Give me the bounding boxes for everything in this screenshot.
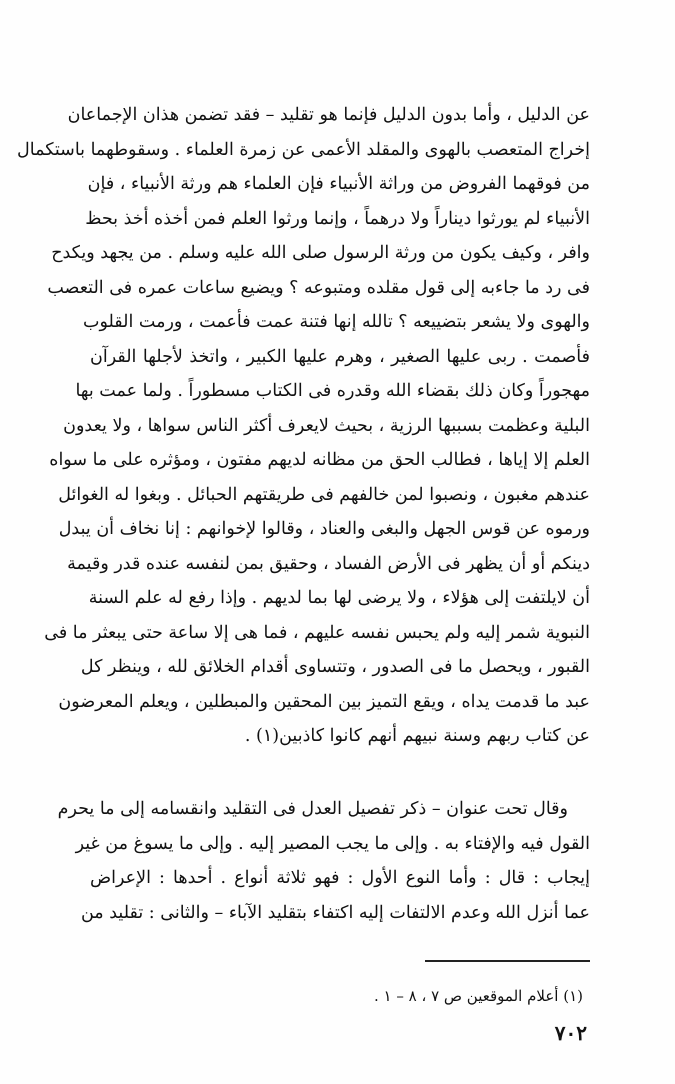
text-line: النبوية شمر إليه ولم يحبس نفسه عليهم ، فما هى إلا ساعة حتى يبعثر ما فى bbox=[44, 622, 590, 643]
text-line: عندهم مغبون ، ونصبوا لمن خالفهم فى طريقتهم الحبائل . وبغوا له الغوائل bbox=[58, 484, 590, 505]
text-line: القبور ، ويحصل ما فى الصدور ، وتتساوى أقدام الخلائق لله ، وينظر كل bbox=[80, 657, 590, 677]
text-line: فأصمت . ربى عليها الصغير ، وهرم عليها الكبير ، واتخذ لأجلها القرآن bbox=[90, 346, 590, 367]
text-line: وقال تحت عنوان – ذكر تفصيل العدل فى التقليد وانقسامه إلى ما يحرم bbox=[57, 799, 568, 819]
text-line: عن كتاب ربهم وسنة نبيهم أنهم كانوا كاذبين(١) . bbox=[244, 726, 590, 746]
text-line: فى رد ما جاءبه إلى قول مقلده ومتبوعه ؟ ويضيع ساعات عمره فى التعصب bbox=[47, 277, 590, 298]
text-line: ورموه عن قوس الجهل والبغى والعناد ، وقالوا لإخوانهم : إنا نخاف أن يبدل bbox=[58, 519, 590, 539]
text-line: دينكم أو أن يظهر فى الأرض الفساد ، وحقيق بمن لنفسه عنده قدر وقيمة bbox=[67, 553, 590, 574]
text-line: والهوى ولا يشعر بتضييعه ؟ تالله إنها فتنة عمت فأعمت ، ورمت القلوب bbox=[82, 312, 590, 332]
text-line: عبد ما قدمت يداه ، ويقع التميز بين المحقين والمبطلين ، ويعلم المعرضون bbox=[58, 691, 590, 712]
text-line: وافر ، وكيف يكون من ورثة الرسول صلى الله عليه وسلم . من يجهد ويكدح bbox=[51, 243, 590, 263]
text-line: عما أنزل الله وعدم الالتفات إليه اكتفاء بتقليد الآباء – والثانى : تقليد من bbox=[80, 902, 590, 923]
page-number: ٧٠٢ bbox=[554, 1021, 587, 1045]
text-line: أن لايلتفت إلى هؤلاء ، ولا يرضى لها بما لديهم . وإذا رفع له علم السنة bbox=[88, 588, 590, 608]
text-line: العلم إلا إياها ، فطالب الحق من مظانه لديهم مفتون ، ومؤثره على ما سواه bbox=[49, 450, 590, 470]
text-line: عن الدليل ، وأما بدون الدليل فإنما هو تقليد – فقد تضمن هذان الإجماعان bbox=[67, 105, 590, 125]
text-line: من فوقهما الفروض من وراثة الأنبياء فإن العلماء هم ورثة الأنبياء ، فإن bbox=[87, 174, 590, 194]
text-line: الأنبياء لم يورثوا ديناراً ولا درهماً ، وإنما ورثوا العلم فمن أخذه أخذ بحظ bbox=[85, 208, 590, 229]
text-line: البلية وعظمت بسببها الرزية ، بحيث لايعرف أكثر الناس سواها ، ولا يعدون bbox=[63, 415, 590, 436]
footnote-divider bbox=[425, 960, 590, 962]
text-line: إيجاب : قال : وأما النوع الأول : فهو ثلاثة أنواع . أحدها : الإعراض bbox=[90, 868, 590, 888]
text-line: مهجوراً وكان ذلك بقضاء الله وقدره فى الكتاب مسطوراً . ولما عمت بها bbox=[75, 381, 590, 401]
footnote: (١) أعلام الموقعين ص ٧ ، ٨ – ١ . bbox=[373, 987, 583, 1005]
paragraph-2 bbox=[57, 792, 590, 930]
paragraph-1 bbox=[17, 98, 590, 754]
text-line: القول فيه والإفتاء به . وإلى ما يجب المصير إليه . وإلى ما يسوغ من غير bbox=[75, 833, 590, 854]
text-line: إخراج المتعصب بالهوى والمقلد الأعمى عن زمرة العلماء . وسقوطهما باستكمال bbox=[17, 139, 590, 160]
